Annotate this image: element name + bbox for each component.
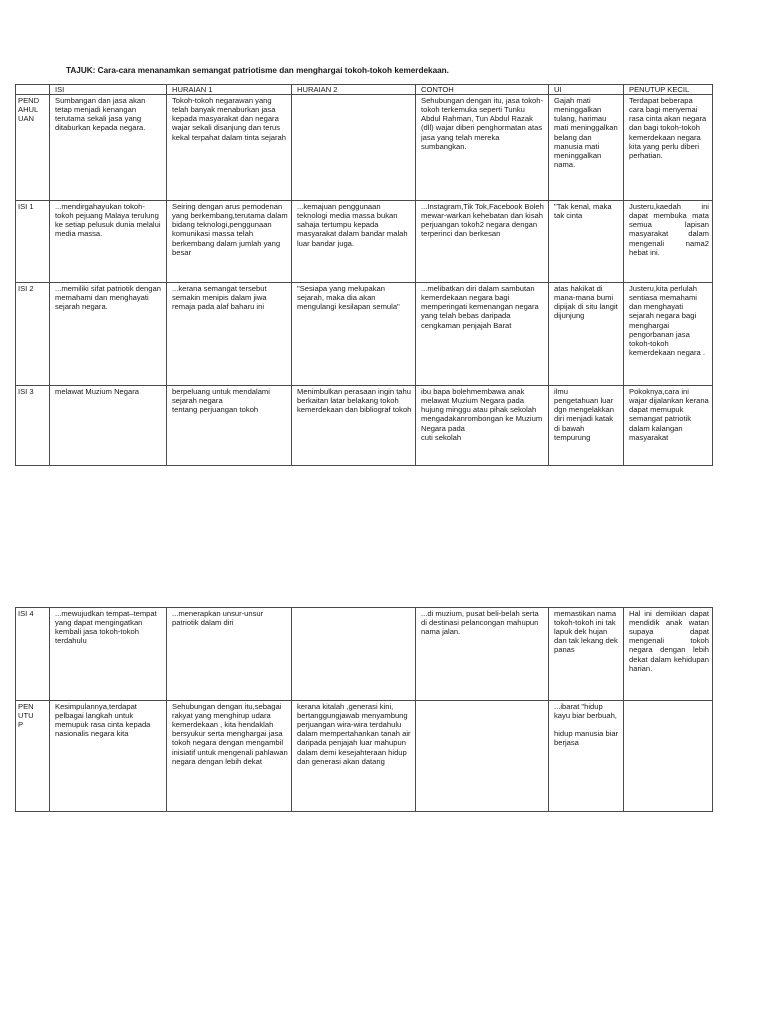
header-cell-penutup-kecil: PENUTUP KECIL [624, 85, 713, 95]
table-cell: "Tak kenal, maka tak cinta [549, 201, 624, 283]
table-cell [624, 701, 713, 812]
essay-outline-table [15, 84, 713, 466]
table-row-isi-2 [16, 283, 713, 386]
table-row-isi-3 [16, 386, 713, 466]
table-cell: Terdapat beberapa cara bagi menyemai rasa cinta akan negara dan bagi tokoh-tokoh kemerdekaan negara kita yang perlu diberi perhatian. [624, 95, 713, 201]
header-cell-ui: UI [549, 85, 624, 95]
table-cell: Hal ini demikian dapat mendidik anak watan supaya dapat mengenali tokoh negara dengan lebih dekat dalam kehidupan harian. [624, 608, 713, 701]
essay-outline-table-continued [15, 607, 713, 812]
table-cell: Menimbulkan perasaan ingin tahu berkaitan latar belakang tokoh kemerdekaan dan bibliograf tokoh [292, 386, 416, 466]
table-cell: Tokoh-tokoh negarawan yang telah banyak menaburkan jasa kepada masyarakat dan negara wajar sekali disanjung dan terus kekal terpahat dalam tinta sejarah [167, 95, 292, 201]
header-cell-isi: ISI [50, 85, 167, 95]
table-header-row [16, 85, 713, 95]
header-cell-contoh: CONTOH [416, 85, 549, 95]
table-row-penutup [16, 701, 713, 812]
table-cell: ibu bapa bolehmembawa anak melawat Muzium Negara pada hujung minggu atau pihak sekolah mengadakanrombongan ke Muzium Negara pada cuti sekolah [416, 386, 549, 466]
table-cell: ...di muzium, pusat beli-belah serta di destinasi pelancongan mahupun nama jalan. [416, 608, 549, 701]
table-cell: melawat Muzium Negara [50, 386, 167, 466]
table-cell: ...mendirgahayukan tokoh-tokoh pejuang Malaya terulung ke setiap pelusuk dunia melalui media massa. [50, 201, 167, 283]
table-cell: Gajah mati meninggalkan tulang, harimau mati meninggalkan belang dan manusia mati meninggalkan nama. [549, 95, 624, 201]
table-cell: Pokoknya,cara ini wajar dijalankan kerana dapat memupuk semangat patriotik dalam kalangan masyarakat [624, 386, 713, 466]
table-cell: ilmu pengetahuan luar dgn mengelakkan diri menjadi katak di bawah tempurung [549, 386, 624, 466]
document-title: TAJUK: Cara-cara menanamkan semangat patriotisme dan menghargai tokoh-tokoh kemerdekaan. [66, 66, 449, 75]
row-label: ISI 4 [16, 608, 50, 701]
table-cell: kerana kitalah ,generasi kini, bertanggungjawab menyambung perjuangan wira-wira terdahulu dalam mempertahankan tanah air daripada penjajah luar mahupun dalam demi kesejahteraan hidup dan generasi akan datang [292, 701, 416, 812]
table-cell [292, 608, 416, 701]
table-cell: ...memiliki sifat patriotik dengan memahami dan menghayati sejarah negara. [50, 283, 167, 386]
table-cell: Seiring dengan arus pemodenan yang berkembang,terutama dalam bidang teknologi,penggunaan komunikasi massa telah berkembang dalam jumlah yang besar [167, 201, 292, 283]
table-cell: ...kerana semangat tersebut semakin menipis dalam jiwa remaja pada alaf baharu ini [167, 283, 292, 386]
table-cell [416, 701, 549, 812]
table-cell [292, 95, 416, 201]
table-cell: ...Instagram,Tik Tok,Facebook Boleh mewar-warkan kehebatan dan kisah perjuangan tokoh2 negara dengan terperinci dan berkesan [416, 201, 549, 283]
row-label: ISI 3 [16, 386, 50, 466]
table-cell: berpeluang untuk mendalami sejarah negara tentang perjuangan tokoh [167, 386, 292, 466]
row-label: ISI 1 [16, 201, 50, 283]
table-cell: ...kemajuan penggunaan teknologi media massa bukan sahaja tertumpu kepada masyarakat dalam bandar malah luar bandar juga. [292, 201, 416, 283]
row-label: PEN UTU P [16, 701, 50, 812]
table-cell: Justeru,kita perlulah sentiasa memahami dan menghayati sejarah negara bagi menghargai pengorbanan jasa tokoh-tokoh kemerdekaan negara . [624, 283, 713, 386]
row-label: PEND AHUL UAN [16, 95, 50, 201]
table-row-isi-1 [16, 201, 713, 283]
table-row-isi-4 [16, 608, 713, 701]
table-cell: Sumbangan dan jasa akan tetap menjadi kenangan terutama sekali jasa yang ditaburkan kepada negara. [50, 95, 167, 201]
table-cell: ...melibatkan diri dalam sambutan kemerdekaan negara bagi memperingati kemenangan negara yang telah bebas daripada cengkaman penjajah Barat [416, 283, 549, 386]
table-cell: Kesimpulannya,terdapat pelbagai langkah untuk memupuk rasa cinta kepada nasionalis negara kita [50, 701, 167, 812]
table-cell: atas hakikat di mana-mana bumi dipijak di situ langit dijunjung [549, 283, 624, 386]
header-cell-huraian-1: HURAIAN 1 [167, 85, 292, 95]
table-cell: Sehubungan dengan itu,sebagai rakyat yang menghirup udara kemerdekaan , kita hendaklah bersyukur serta menghargai jasa tokoh negara dengan mengambil inisiatif untuk mengenali pahlawan negara dengan lebih dekat [167, 701, 292, 812]
table-cell: "Sesiapa yang melupakan sejarah, maka dia akan mengulangi kesilapan semula" [292, 283, 416, 386]
table-cell: Justeru,kaedah ini dapat membuka mata semua lapisan masyarakat dalam mengenali nama2 hebat ini. [624, 201, 713, 283]
table-cell: memastikan nama tokoh-tokoh ini tak lapuk dek hujan dan tak lekang dek panas [549, 608, 624, 701]
table-cell: ...mewujudkan tempat–tempat yang dapat mengingatkan kembali jasa tokoh-tokoh terdahulu [50, 608, 167, 701]
table-cell: ...menerapkan unsur-unsur patriotik dalam diri [167, 608, 292, 701]
table-cell: ...ibarat "hidup kayu biar berbuah, hidup manusia biar berjasa [549, 701, 624, 812]
table-row-pendahuluan [16, 95, 713, 201]
table-cell: Sehubungan dengan itu, jasa tokoh-tokoh terkemuka seperti Tunku Abdul Rahman, Tun Abdul Razak (dll) wajar diberi penghormatan atas jasa yang telah mereka sumbangkan. [416, 95, 549, 201]
header-cell-huraian-2: HURAIAN 2 [292, 85, 416, 95]
row-label: ISI 2 [16, 283, 50, 386]
header-cell-blank [16, 85, 50, 95]
